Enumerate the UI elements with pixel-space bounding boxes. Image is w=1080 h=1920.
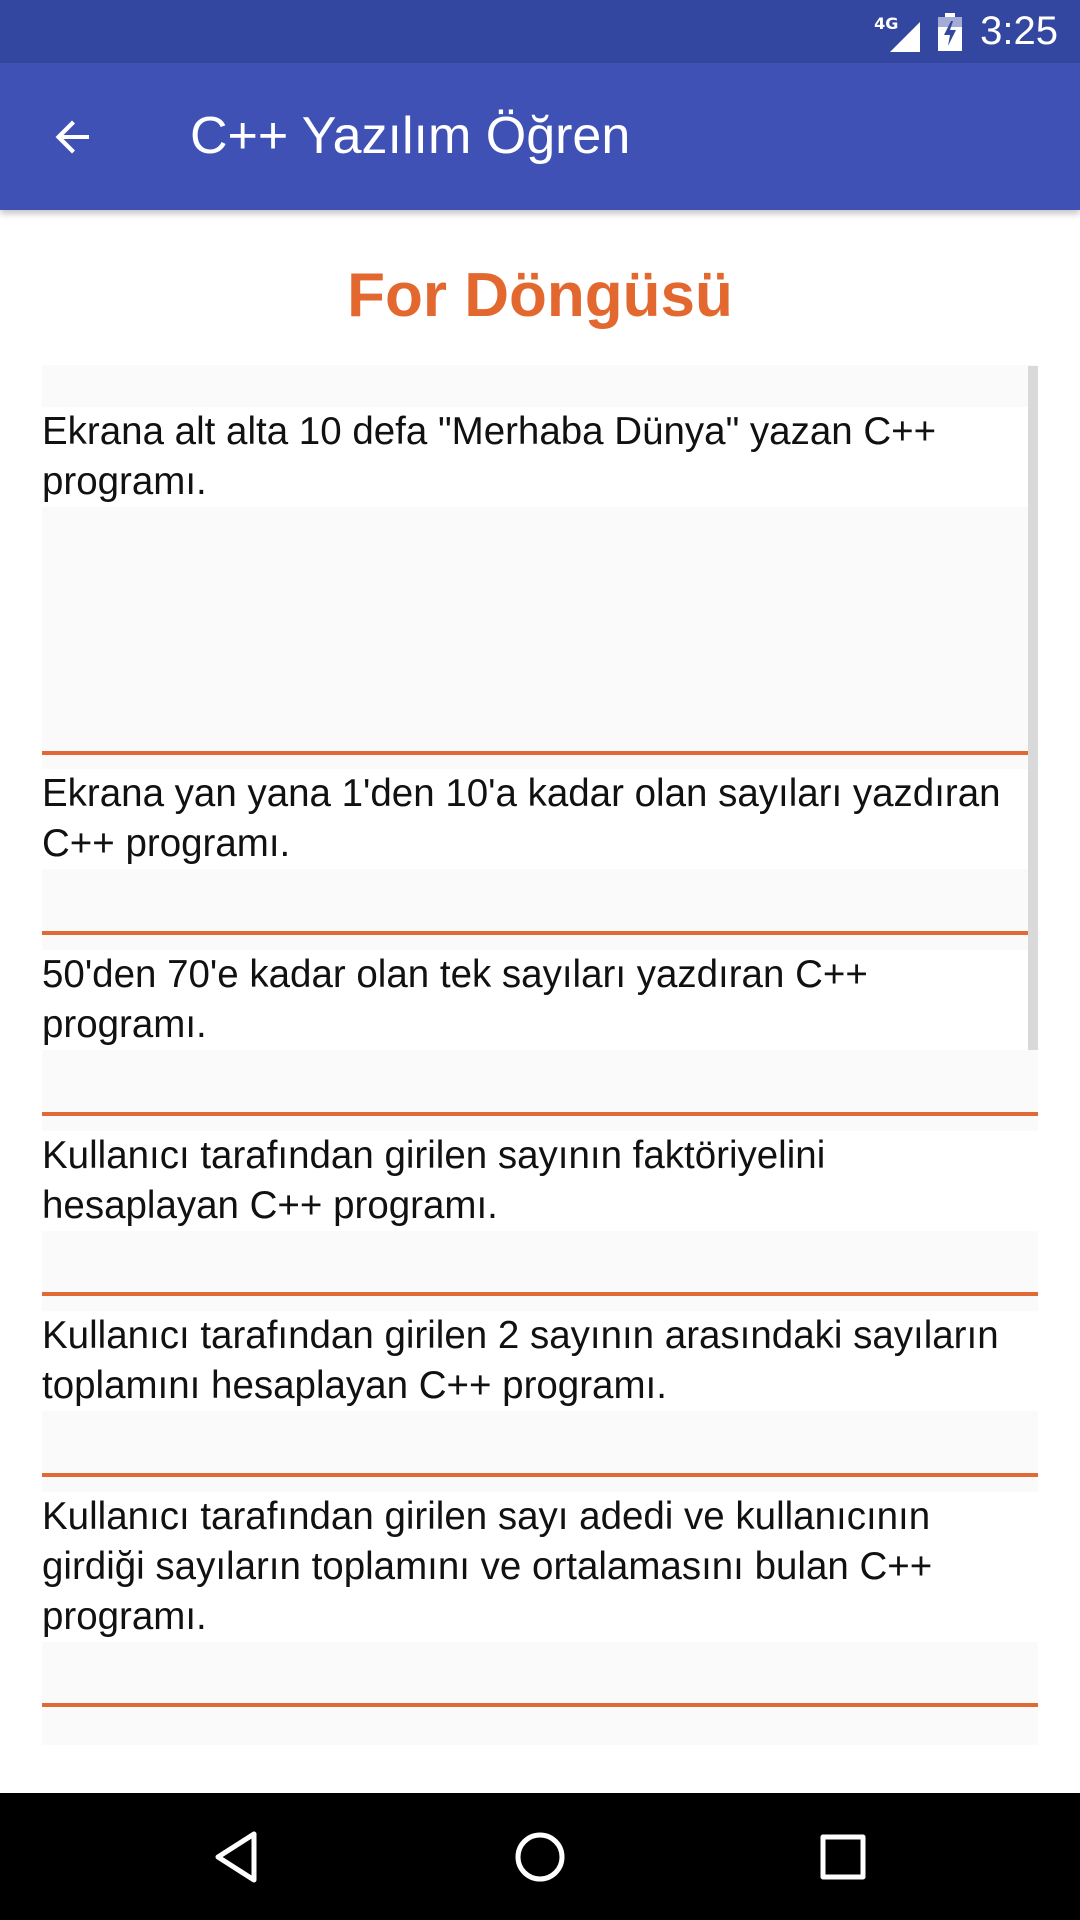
app-title: C++ Yazılım Öğren bbox=[190, 107, 631, 165]
list-divider bbox=[42, 1112, 1038, 1116]
list-item-text: Ekrana alt alta 10 defa "Merhaba Dünya" yazan C++ programı. bbox=[42, 410, 937, 503]
list-item-text: Kullanıcı tarafından girilen sayının faktöriyelini hesaplayan C++ programı. bbox=[42, 1134, 826, 1227]
list-divider bbox=[42, 1292, 1038, 1296]
list-item-text: Kullanıcı tarafından girilen sayı adedi ve kullanıcının girdiği sayıların toplamını ve ortalamasını bulan C++ programı. bbox=[42, 1495, 933, 1638]
list-divider bbox=[42, 751, 1038, 755]
clock: 3:25 bbox=[980, 9, 1058, 53]
list-item[interactable] bbox=[42, 1311, 1038, 1411]
list-item[interactable] bbox=[42, 1131, 1038, 1231]
section-title: For Döngüsü bbox=[347, 261, 733, 330]
navigation-bar bbox=[0, 1793, 1080, 1920]
list-item[interactable] bbox=[42, 407, 1038, 507]
list-divider bbox=[42, 1473, 1038, 1477]
list-item[interactable] bbox=[42, 950, 1038, 1050]
recents-square-icon bbox=[819, 1833, 867, 1881]
back-triangle-icon bbox=[212, 1830, 260, 1884]
arrow-back-icon bbox=[49, 113, 97, 161]
nav-back-button[interactable] bbox=[166, 1793, 306, 1920]
list-item-text: 50'den 70'e kadar olan tek sayıları yazdıran C++ programı. bbox=[42, 953, 868, 1046]
home-circle-icon bbox=[513, 1830, 567, 1884]
nav-recents-button[interactable] bbox=[773, 1793, 913, 1920]
list-item-text: Kullanıcı tarafından girilen 2 sayının arasındaki sayıların toplamını hesaplayan C++ programı. bbox=[42, 1314, 999, 1407]
list-item[interactable] bbox=[42, 1492, 1038, 1642]
app-bar bbox=[0, 63, 1080, 210]
list-item[interactable] bbox=[42, 769, 1038, 869]
list-item-text: Ekrana yan yana 1'den 10'a kadar olan sayıları yazdıran C++ programı. bbox=[42, 772, 1001, 865]
list-divider bbox=[42, 931, 1038, 935]
list-divider bbox=[42, 1703, 1038, 1707]
status-bar bbox=[0, 0, 1080, 63]
nav-home-button[interactable] bbox=[470, 1793, 610, 1920]
network-type-label: 4G bbox=[874, 13, 899, 33]
topic-list bbox=[42, 365, 1038, 1745]
content-area bbox=[0, 210, 1080, 1793]
back-button[interactable] bbox=[36, 100, 110, 174]
battery-icon bbox=[938, 13, 962, 51]
signal-icon bbox=[874, 12, 920, 52]
status-icons bbox=[874, 0, 1058, 63]
scrollbar[interactable] bbox=[1028, 366, 1038, 1050]
